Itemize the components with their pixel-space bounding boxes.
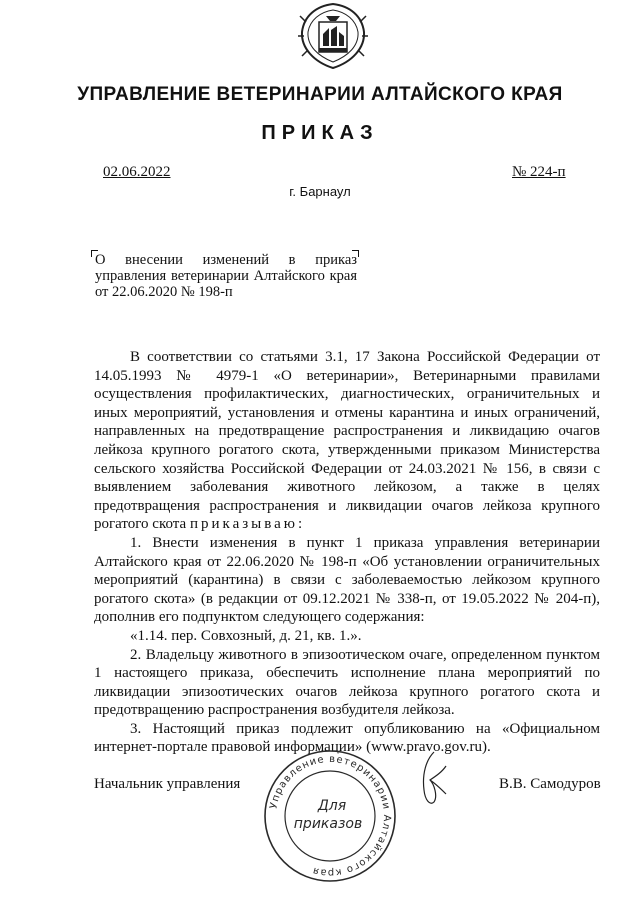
preamble-text: В соответствии со статьями 3.1, 17 Закона Российской Федерации от 14.05.1993 № 4979-1 «О ветеринарии», Ветеринарными правилами осуществления профилактических, диагностических, ограничительных и иных мероприятий, установления и отмены карантина и иных ограничений, направленных на предотвращение распространения и ликвидацию очагов лейкоза крупного рогатого скота, утвержденными приказом Министерства сельского хозяйства Российской Федерации от 24.03.2021 № 156, в связи с выявлением заболевания животного лейкозом, а также в целях предотвращения распространения и ликвидации очагов лейкоза крупного рогатого скота — [94, 349, 600, 533]
stamp-ring-text: Управление ветеринарии Алтайского края — [268, 753, 393, 879]
signatory-name: В.В. Самодуров — [499, 776, 601, 792]
document-type: ПРИКАЗ — [261, 122, 379, 144]
document-subject — [95, 252, 357, 300]
handwritten-signature — [412, 750, 452, 810]
item-3: 3. Настоящий приказ подлежит опубликованию на «Официальном интернет-портале правовой информации» (www.pravo.gov.ru). — [94, 720, 600, 756]
subject-text: О внесении изменений в приказ управления ветеринарии Алтайского края от 22.06.2020 № 198-п — [95, 252, 357, 300]
order-word: приказываю: — [189, 516, 306, 533]
document-date: 02.06.2022 — [103, 164, 171, 180]
organization-name: УПРАВЛЕНИЕ ВЕТЕРИНАРИИ АЛТАЙСКОГО КРАЯ — [77, 84, 563, 105]
preamble-paragraph — [94, 348, 600, 534]
stamp-seal — [262, 748, 398, 884]
item-2: 2. Владельцу животного в эпизоотическом очаге, определенном пунктом 1 настоящего приказа, обеспечить исполнение плана мероприятий по ликвидации эпизоотических очагов лейкоза крупного рогатого скота и предотвращению распространения возбудителя лейкоза. — [94, 646, 600, 719]
stamp-center-line-2: приказов — [293, 816, 363, 832]
document-body — [94, 348, 600, 757]
signatory-title: Начальник управления — [94, 776, 241, 792]
item-1: 1. Внести изменения в пункт 1 приказа управления ветеринарии Алтайского края от 22.06.2020 № 198-п «Об установлении ограничительных мероприятий (карантина) в связи с заболеваемостью лейкозом крупного рогатого скота» (в редакции от 09.12.2021 № 338-п, от 19.05.2022 № 204-п), дополнив его подпунктом следующего содержания: — [94, 534, 600, 626]
stamp-center-line-1: Для — [317, 798, 347, 814]
document-number: № 224-п — [512, 164, 566, 180]
subject-bracket-right — [352, 250, 359, 257]
coat-of-arms-icon — [296, 2, 370, 70]
item-1-quote: «1.14. пер. Совхозный, д. 21, кв. 1.». — [130, 627, 362, 644]
subject-bracket-left — [91, 250, 98, 257]
document-city: г. Барнаул — [289, 184, 351, 199]
